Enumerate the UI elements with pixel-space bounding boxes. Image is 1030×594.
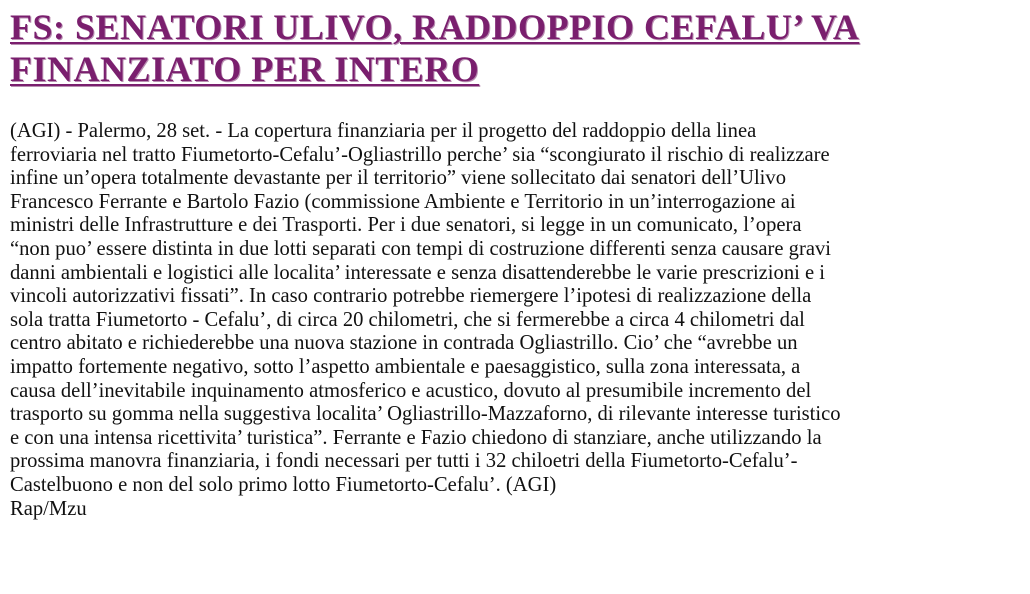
body-line: causa dell’inevitabile inquinamento atmosferico e acustico, dovuto al presumibile incremento del [10,379,812,402]
body-line: centro abitato e richiederebbe una nuova stazione in contrada Ogliastrillo. Cio’ che “avrebbe un [10,332,798,355]
body-line: prossima manovra finanziaria, i fondi necessari per tutti i 32 chiloetri della Fiumetorto-Cefalu’- [10,450,798,473]
article-signature: Rap/Mzu [10,497,87,520]
body-line: infine un’opera totalmente devastante per il territorio” viene sollecitato dai senatori dell’Ulivo [10,167,786,190]
body-line: e con una intensa ricettivita’ turistica”. Ferrante e Fazio chiedono di stanziare, anche utilizzando la [10,426,822,449]
body-line: Francesco Ferrante e Bartolo Fazio (commissione Ambiente e Territorio in un’interrogazione ai [10,190,796,213]
body-line: ferroviaria nel tratto Fiumetorto-Cefalu’-Ogliastrillo perche’ sia “scongiurato il rischio di realizzare [10,143,830,166]
headline-line-1: FS: SENATORI ULIVO, RADDOPPIO CEFALU’ VA [10,7,860,47]
body-line: Castelbuono e non del solo primo lotto Fiumetorto-Cefalu’. (AGI) [10,473,557,496]
body-line: danni ambientali e logistici alle localita’ interessate e senza disattenderebbe le varie prescrizioni e i [10,261,826,284]
article-headline [10,6,1022,90]
body-line: (AGI) - Palermo, 28 set. - La copertura finanziaria per il progetto del raddoppio della linea [10,120,757,142]
body-line: impatto fortemente negativo, sotto l’aspetto ambientale e paesaggistico, sulla zona interessata, a [10,355,801,378]
article-body [10,120,1022,521]
body-line: trasporto su gomma nella suggestiva localita’ Ogliastrillo-Mazzaforno, di rilevante interesse turistico [10,403,841,426]
body-line: sola tratta Fiumetorto - Cefalu’, di circa 20 chilometri, che si fermerebbe a circa 4 chilometri dal [10,308,805,331]
body-line: ministri delle Infrastrutture e dei Trasporti. Per i due senatori, si legge in un comunicato, l’opera [10,214,802,237]
headline-line-2: FINANZIATO PER INTERO [10,49,480,89]
body-line: vincoli autorizzativi fissati”. In caso contrario potrebbe riemergere l’ipotesi di realizzazione della [10,285,812,308]
body-line: “non puo’ essere distinta in due lotti separati con tempi di costruzione differenti senza causare gravi [10,237,831,260]
